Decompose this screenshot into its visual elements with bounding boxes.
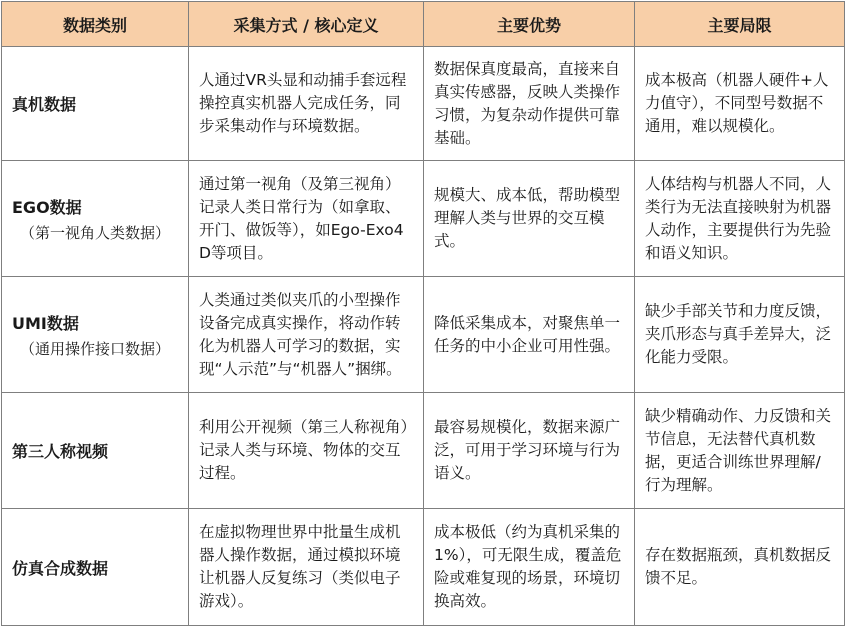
header-method: 采集方式 / 核心定义	[189, 2, 424, 47]
category-cell	[2, 393, 189, 509]
category-name: 真机数据	[12, 95, 77, 114]
table-row	[2, 161, 845, 277]
limitation-cell: 缺少手部关节和力度反馈，夹爪形态与真手差异大，泛化能力受限。	[635, 277, 845, 393]
header-category: 数据类别	[2, 2, 189, 47]
category-name: UMI数据	[12, 313, 79, 333]
advantage-cell: 最容易规模化，数据来源广泛，可用于学习环境与行为语义。	[424, 393, 635, 509]
method-cell: 通过第一视角（及第三视角）记录人类日常行为（如拿取、开门、做饭等），如Ego-Exo4D等项目。	[189, 161, 424, 277]
advantage-cell: 降低采集成本，对聚焦单一任务的中小企业可用性强。	[424, 277, 635, 393]
category-name: EGO数据	[12, 197, 82, 217]
category-cell	[2, 277, 189, 393]
header-row	[2, 2, 845, 47]
table-row	[2, 47, 845, 161]
header-advantage: 主要优势	[424, 2, 635, 47]
table-row	[2, 277, 845, 393]
category-cell	[2, 509, 189, 626]
limitation-cell: 缺少精确动作、力反馈和关节信息，无法替代真机数据，更适合训练世界理解/行为理解。	[635, 393, 845, 509]
data-comparison-table	[1, 1, 845, 626]
advantage-cell: 数据保真度最高，直接来自真实传感器，反映人类操作习惯，为复杂动作提供可靠基础。	[424, 47, 635, 161]
advantage-cell: 规模大、成本低，帮助模型理解人类与世界的交互模式。	[424, 161, 635, 277]
table-row	[2, 393, 845, 509]
method-cell: 人类通过类似夹爪的小型操作设备完成真实操作，将动作转化为机器人可学习的数据，实现“人示范”与“机器人”捆绑。	[189, 277, 424, 393]
limitation-cell: 人体结构与机器人不同，人类行为无法直接映射为机器人动作，主要提供行为先验和语义知识。	[635, 161, 845, 277]
limitation-cell: 成本极高（机器人硬件+人力值守），不同型号数据不通用，难以规模化。	[635, 47, 845, 161]
category-name: 仿真合成数据	[12, 558, 109, 578]
category-subtitle: （第一视角人类数据）	[19, 223, 170, 242]
limitation-cell: 存在数据瓶颈，真机数据反馈不足。	[635, 509, 845, 626]
table-row	[2, 509, 845, 626]
advantage-cell: 成本极低（约为真机采集的1%），可无限生成，覆盖危险或难复现的场景，环境切换高效。	[424, 509, 635, 626]
category-cell	[2, 47, 189, 161]
category-cell	[2, 161, 189, 277]
method-cell: 在虚拟物理世界中批量生成机器人操作数据，通过模拟环境让机器人反复练习（类似电子游戏）。	[189, 509, 424, 626]
method-cell: 人通过VR头显和动捕手套远程操控真实机器人完成任务，同步采集动作与环境数据。	[189, 47, 424, 161]
category-subtitle: （通用操作接口数据）	[19, 339, 170, 358]
header-limitation: 主要局限	[635, 2, 845, 47]
category-name: 第三人称视频	[12, 442, 109, 461]
method-cell: 利用公开视频（第三人称视角）记录人类与环境、物体的交互过程。	[189, 393, 424, 509]
